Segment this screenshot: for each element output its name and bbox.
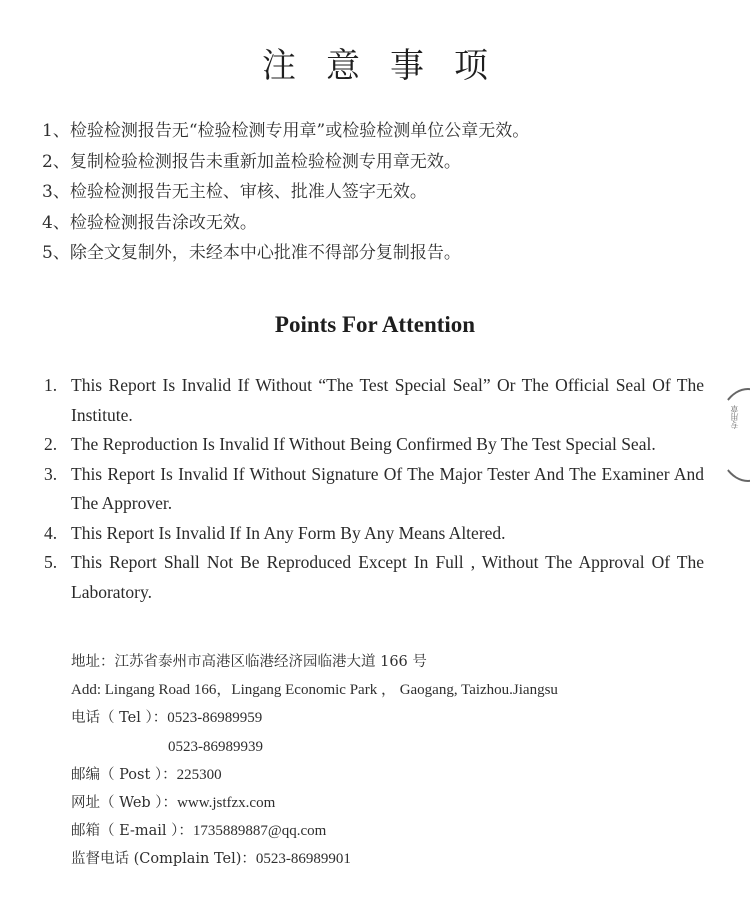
- tel-label: 电话（ Tel ）：: [71, 710, 168, 727]
- note-text: This Report Is Invalid If Without Signature Of The Major Tester And The Examiner And The Approver.: [71, 463, 704, 513]
- seal-stamp-icon: [716, 388, 750, 482]
- note-en-item: [44, 371, 704, 430]
- note-number: 4.: [44, 522, 58, 543]
- email-label: 邮箱（ E-mail ）：: [71, 823, 193, 840]
- note-number: 2.: [44, 434, 58, 454]
- notes-cn-list: [42, 116, 529, 269]
- complain-row: [71, 845, 558, 873]
- email-row: [71, 817, 558, 845]
- tel-row: [71, 704, 558, 732]
- note-cn-item: 3、检验检测报告无主检、审核、批准人签字无效。: [42, 182, 427, 202]
- notes-en-list: [44, 371, 704, 607]
- note-cn-item: 1、检验检测报告无“检验检测专用章”或检验检测单位公章无效。: [42, 121, 530, 141]
- contact-block: [71, 648, 558, 874]
- complain-tel-value: 0523-86989901: [255, 851, 351, 868]
- note-cn-item: 2、复制检验检测报告未重新加盖检验检测专用章无效。: [42, 151, 461, 172]
- post-label: 邮编（ Post ）：: [71, 766, 177, 783]
- seal-stamp-text: 专用章: [730, 405, 739, 429]
- tel-value: 0523-86989959: [167, 710, 263, 727]
- address-en: Add: Lingang Road 166，Lingang Economic Park ， Gaogang, Taizhou.Jiangsu: [71, 682, 558, 699]
- note-en-item: [44, 548, 704, 607]
- note-text: This Report Is Invalid If Without “The Test Special Seal” Or The Official Seal Of The Institute.: [71, 375, 704, 425]
- address-cn: 地址：江苏省泰州市高港区临港经济园临港大道 166 号: [71, 654, 427, 670]
- page-title-cn: 注意事项: [262, 46, 518, 86]
- note-number: 5.: [44, 552, 58, 572]
- complain-label: 监督电话 (Complain Tel)：: [71, 851, 256, 868]
- tel-row-2: [71, 733, 558, 761]
- web-link[interactable]: www.jstfzx.com: [177, 794, 276, 811]
- tel-value: 0523-86989939: [168, 738, 263, 755]
- note-cn-item: 4、检验检测报告涂改无效。: [42, 212, 257, 233]
- web-row: [71, 789, 558, 817]
- page-title-en: Points For Attention: [274, 312, 476, 337]
- note-number: 3.: [44, 463, 58, 484]
- note-number: 1.: [44, 375, 58, 395]
- note-cn-item: 5、除全文复制外，未经本中心批准不得部分复制报告。: [42, 243, 461, 263]
- note-en-item: [44, 460, 704, 519]
- email-link[interactable]: 1735889887@qq.com: [192, 823, 327, 840]
- web-label: 网址（ Web ）：: [71, 794, 178, 811]
- note-en-item: [44, 430, 704, 460]
- note-text: This Report Is Invalid If In Any Form By Any Means Altered.: [71, 522, 506, 543]
- note-en-item: [44, 519, 704, 549]
- note-text: This Report Shall Not Be Reproduced Except In Full , Without The Approval Of The Laboratory.: [71, 552, 704, 602]
- note-text: The Reproduction Is Invalid If Without Being Confirmed By The Test Special Seal.: [71, 434, 656, 454]
- post-row: [71, 761, 558, 789]
- post-value: 225300: [176, 766, 222, 783]
